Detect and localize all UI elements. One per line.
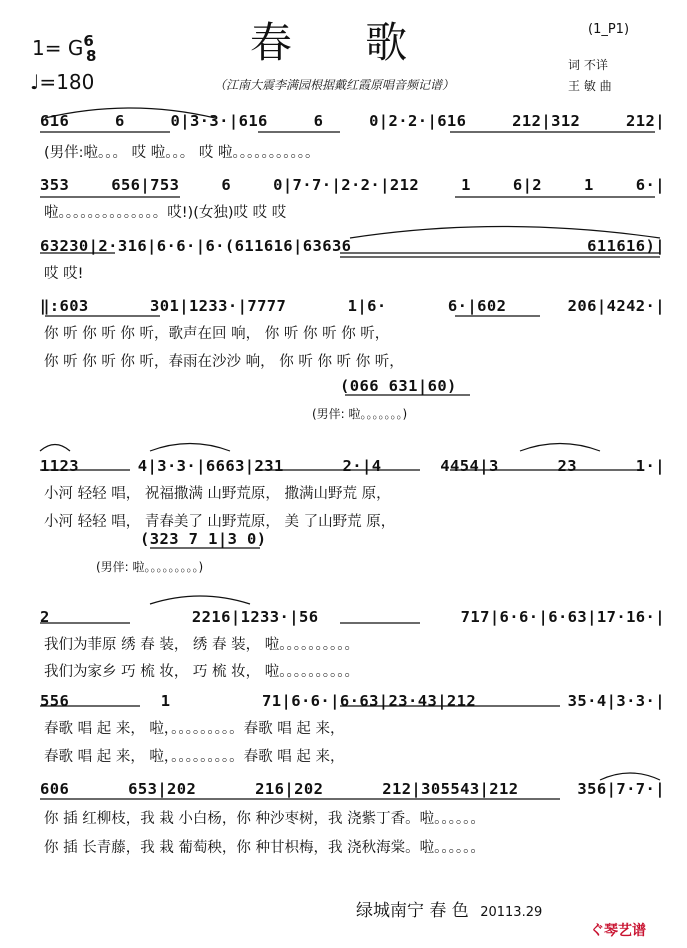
lyricist-credit: 词 不详 [568, 58, 608, 72]
notation-line: 556 1 71|6·6·|6·63|23·43|212 35·4|3·3·| [40, 692, 665, 710]
lyric-line: 小河 轻轻 唱， 祝福撒满 山野荒原， 撒满山野荒 原， [44, 486, 391, 502]
notation-line: 1123 4|3·3·|6663|231 2·|4 4454|3 23 1·| [40, 457, 665, 475]
lyric-line: 春歌 唱 起 来， 啦，。。。。。。。。。春歌 唱 起 来， [44, 721, 345, 737]
lyric-line: 哎 哎! [44, 266, 84, 282]
notation-line: (066 631|60) [340, 377, 457, 395]
notation-line: ‖:603 301|1233·|7777 1|6· 6·|602 206|4242·| [40, 297, 665, 315]
signature-text: 绿城南宁 春 色 [356, 901, 469, 921]
signature-date: 20113.29 [480, 905, 543, 920]
notation-line: 2 2216|1233·|56 717|6·6·|6·63|17·16·| [40, 608, 665, 626]
lyric-line: 我们为家乡 巧 梳 妆， 巧 梳 妆， 啦。。。。。。。。。。 [44, 664, 360, 680]
lyric-line: 你 插 长青藤，我 栽 葡萄秧，你 种甘枳梅，我 浇秋海棠。啦。。。。。。 [44, 840, 485, 856]
transcriber-signature [356, 896, 542, 921]
notation-line: (323 7 1|3 0) [140, 530, 267, 548]
lyric-line: 小河 轻轻 唱， 青春美了 山野荒原， 美 了山野荒 原， [44, 514, 396, 530]
subtitle: （江南大震李满园根据戴红霞原唱音频记谱） [214, 78, 455, 92]
time-denominator: 8 [86, 47, 97, 65]
notation-line: 616 6 0|3·3·|616 6 0|2·2·|616 212|312 212| [40, 112, 665, 130]
tempo-marking: ♩=180 [30, 70, 95, 94]
composer-credit: 王 敏 曲 [568, 79, 612, 93]
notation-line: 606 653|202 216|202 212|305543|212 356|7·7·| [40, 780, 665, 798]
key-label: 1= G [32, 36, 84, 60]
lyric-line: (男伴:啦。。。 哎 啦。。。 哎 啦。。。。。。。。。。。 [44, 145, 320, 161]
notation-line: 353 656|753 6 0|7·7·|2·2·|212 1 6|2 1 6·| [40, 176, 665, 194]
accompaniment-note: (男伴: 啦。。。。。。。。。) [96, 560, 204, 574]
accompaniment-note: (男伴: 啦。。。。。。。) [312, 407, 408, 421]
page-code: (1_P1) [588, 22, 630, 37]
lyric-line: 你 听 你 听 你 听，春雨在沙沙 响， 你 听 你 听 你 听， [44, 354, 404, 370]
page-title: 春 歌 [249, 18, 438, 67]
lyric-line: 春歌 唱 起 来， 啦，。。。。。。。。。春歌 唱 起 来， [44, 749, 345, 765]
notation-line: 63230|2·316|6·6·|6·(611616|63636 611616)| [40, 237, 665, 255]
site-logo: ぐ琴艺谱 [590, 923, 646, 939]
lyric-line: 我们为菲原 绣 春 装， 绣 春 装， 啦。。。。。。。。。。 [44, 637, 360, 653]
lyric-line: 你 插 红柳枝，我 栽 小白杨，你 种沙枣树，我 浇紫丁香。啦。。。。。。 [44, 811, 485, 827]
lyric-line: 你 听 你 听 你 听，歌声在回 响， 你 听 你 听 你 听， [44, 326, 390, 342]
lyric-line: 啦。。。。。。。。。。。。。。哎!)(女独)哎 哎 哎 [44, 205, 287, 221]
time-numerator: 6 [83, 32, 94, 50]
